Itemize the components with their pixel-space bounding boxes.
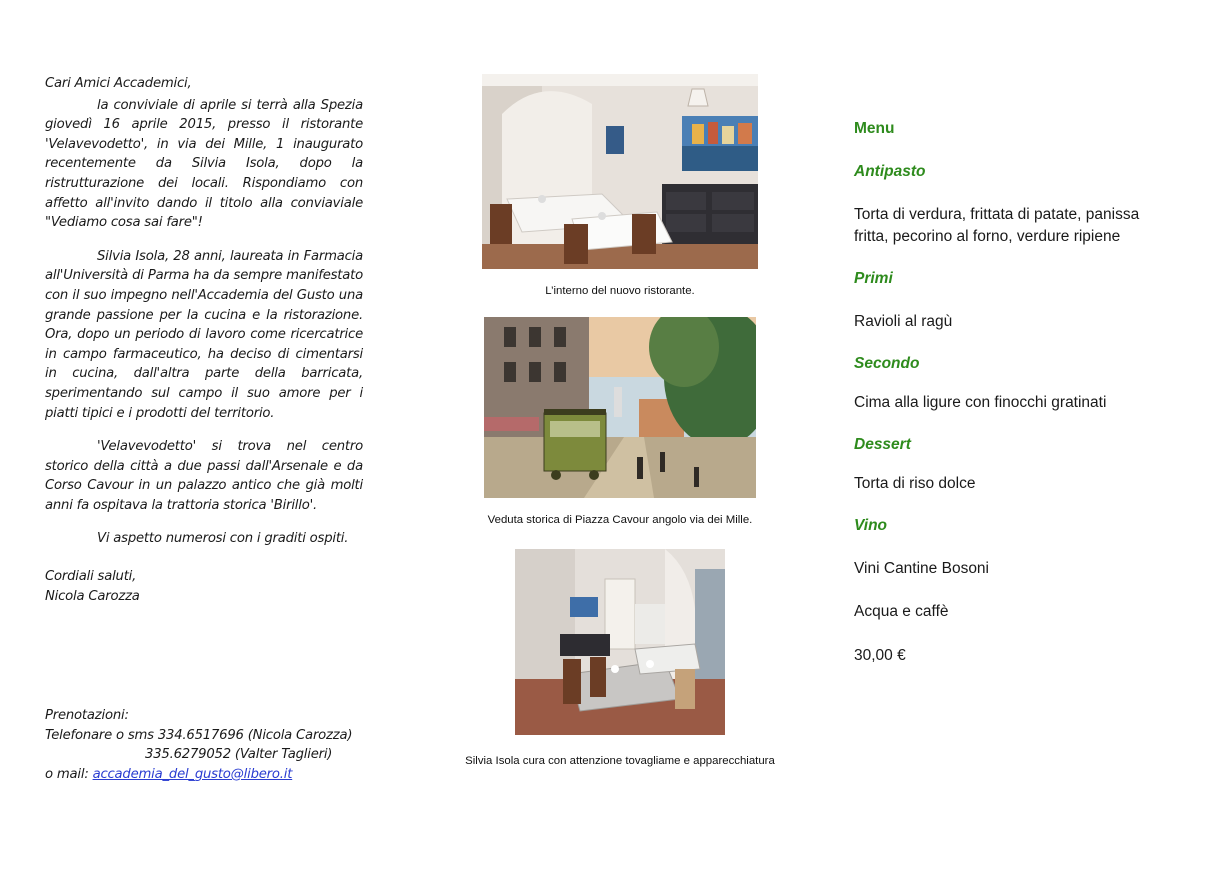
photo-caption-1: L’interno del nuovo ristorante. [545,285,695,297]
antipasto-heading: Antipasto [854,163,926,180]
vino-heading: Vino [854,517,888,534]
primi-item: Ravioli al ragù [854,313,953,330]
primi-heading: Primi [854,270,893,287]
letter-paragraph-3: 'Velavevodetto' si trova nel centro storico della città a due passi dall'Arsenale e da Corso Cavour in un palazzo antico che già molti anni fa ospitava la trattoria storica 'Birillo'. [45,439,363,513]
menu-title: Menu [854,120,895,137]
letter-paragraph-1: la conviviale di aprile si terrà alla Spezia giovedì 16 aprile 2015, presso il ristorante 'Velavevodetto', in via dei Mille, 1 inaugurato recentemente da Silvia Isola, dopo la ristrutturazione dei locali. Rispondiamo con affetto all'invito dando il titolo alla conviaviale "Vediamo cosa sai fare"! [45,97,363,231]
letter-paragraph-4: Vi aspetto numerosi con i graditi ospiti. [97,531,349,547]
restaurant-interior-photo [482,74,758,269]
photo-caption-2: Veduta storica di Piazza Cavour angolo via dei Mille. [487,514,753,526]
letter-paragraph-2: Silvia Isola, 28 anni, laureata in Farmacia all'Università di Parma ha da sempre manifestato con il suo impegno nell'Accademia del Gusto una grande passione per la cucina e la ristorazione. Ora, dopo un periodo di lavoro come ricercatrice in campo farmaceutico, ha deciso di cimentarsi in cucina, dall'altra parte della barricata, sperimentando sul campo il suo amore per i piatti tipici e i prodotti del territorio. [45,248,363,421]
secondo-heading: Secondo [854,355,920,372]
acqua-item: Acqua e caffè [854,603,949,620]
booking-phone-1: Telefonare o sms 334.6517696 (Nicola Carozza) [45,727,353,743]
booking-phone-2: 335.6279052 (Valter Taglieri) [145,747,333,763]
booking-mail-line [45,765,385,785]
email-link[interactable]: accademia_del_gusto@libero.it [92,766,293,782]
historic-tram-photo [484,317,756,498]
photo-caption-3: Silvia Isola cura con attenzione tovagliame e apparecchiatura [465,755,775,767]
secondo-item: Cima alla ligure con finocchi gratinati [854,394,1107,411]
letter-closing: Cordiali saluti, [45,569,137,585]
dessert-item: Torta di riso dolce [854,475,976,492]
booking-title: Prenotazioni: [45,708,129,723]
booking-info [45,706,385,784]
letter [45,74,363,606]
booking-mail-label: o mail: [45,766,93,782]
vino-item: Vini Cantine Bosoni [854,560,989,577]
dining-room-photo [515,549,725,735]
menu-price: 30,00 € [854,647,906,664]
antipasto-item: Torta di verdura, frittata di patate, panissa fritta, pecorino al forno, verdure ripiene [854,206,1140,245]
dessert-heading: Dessert [854,436,911,453]
letter-signature: Nicola Carozza [45,588,140,604]
letter-greeting: Cari Amici Accademici, [45,76,192,91]
